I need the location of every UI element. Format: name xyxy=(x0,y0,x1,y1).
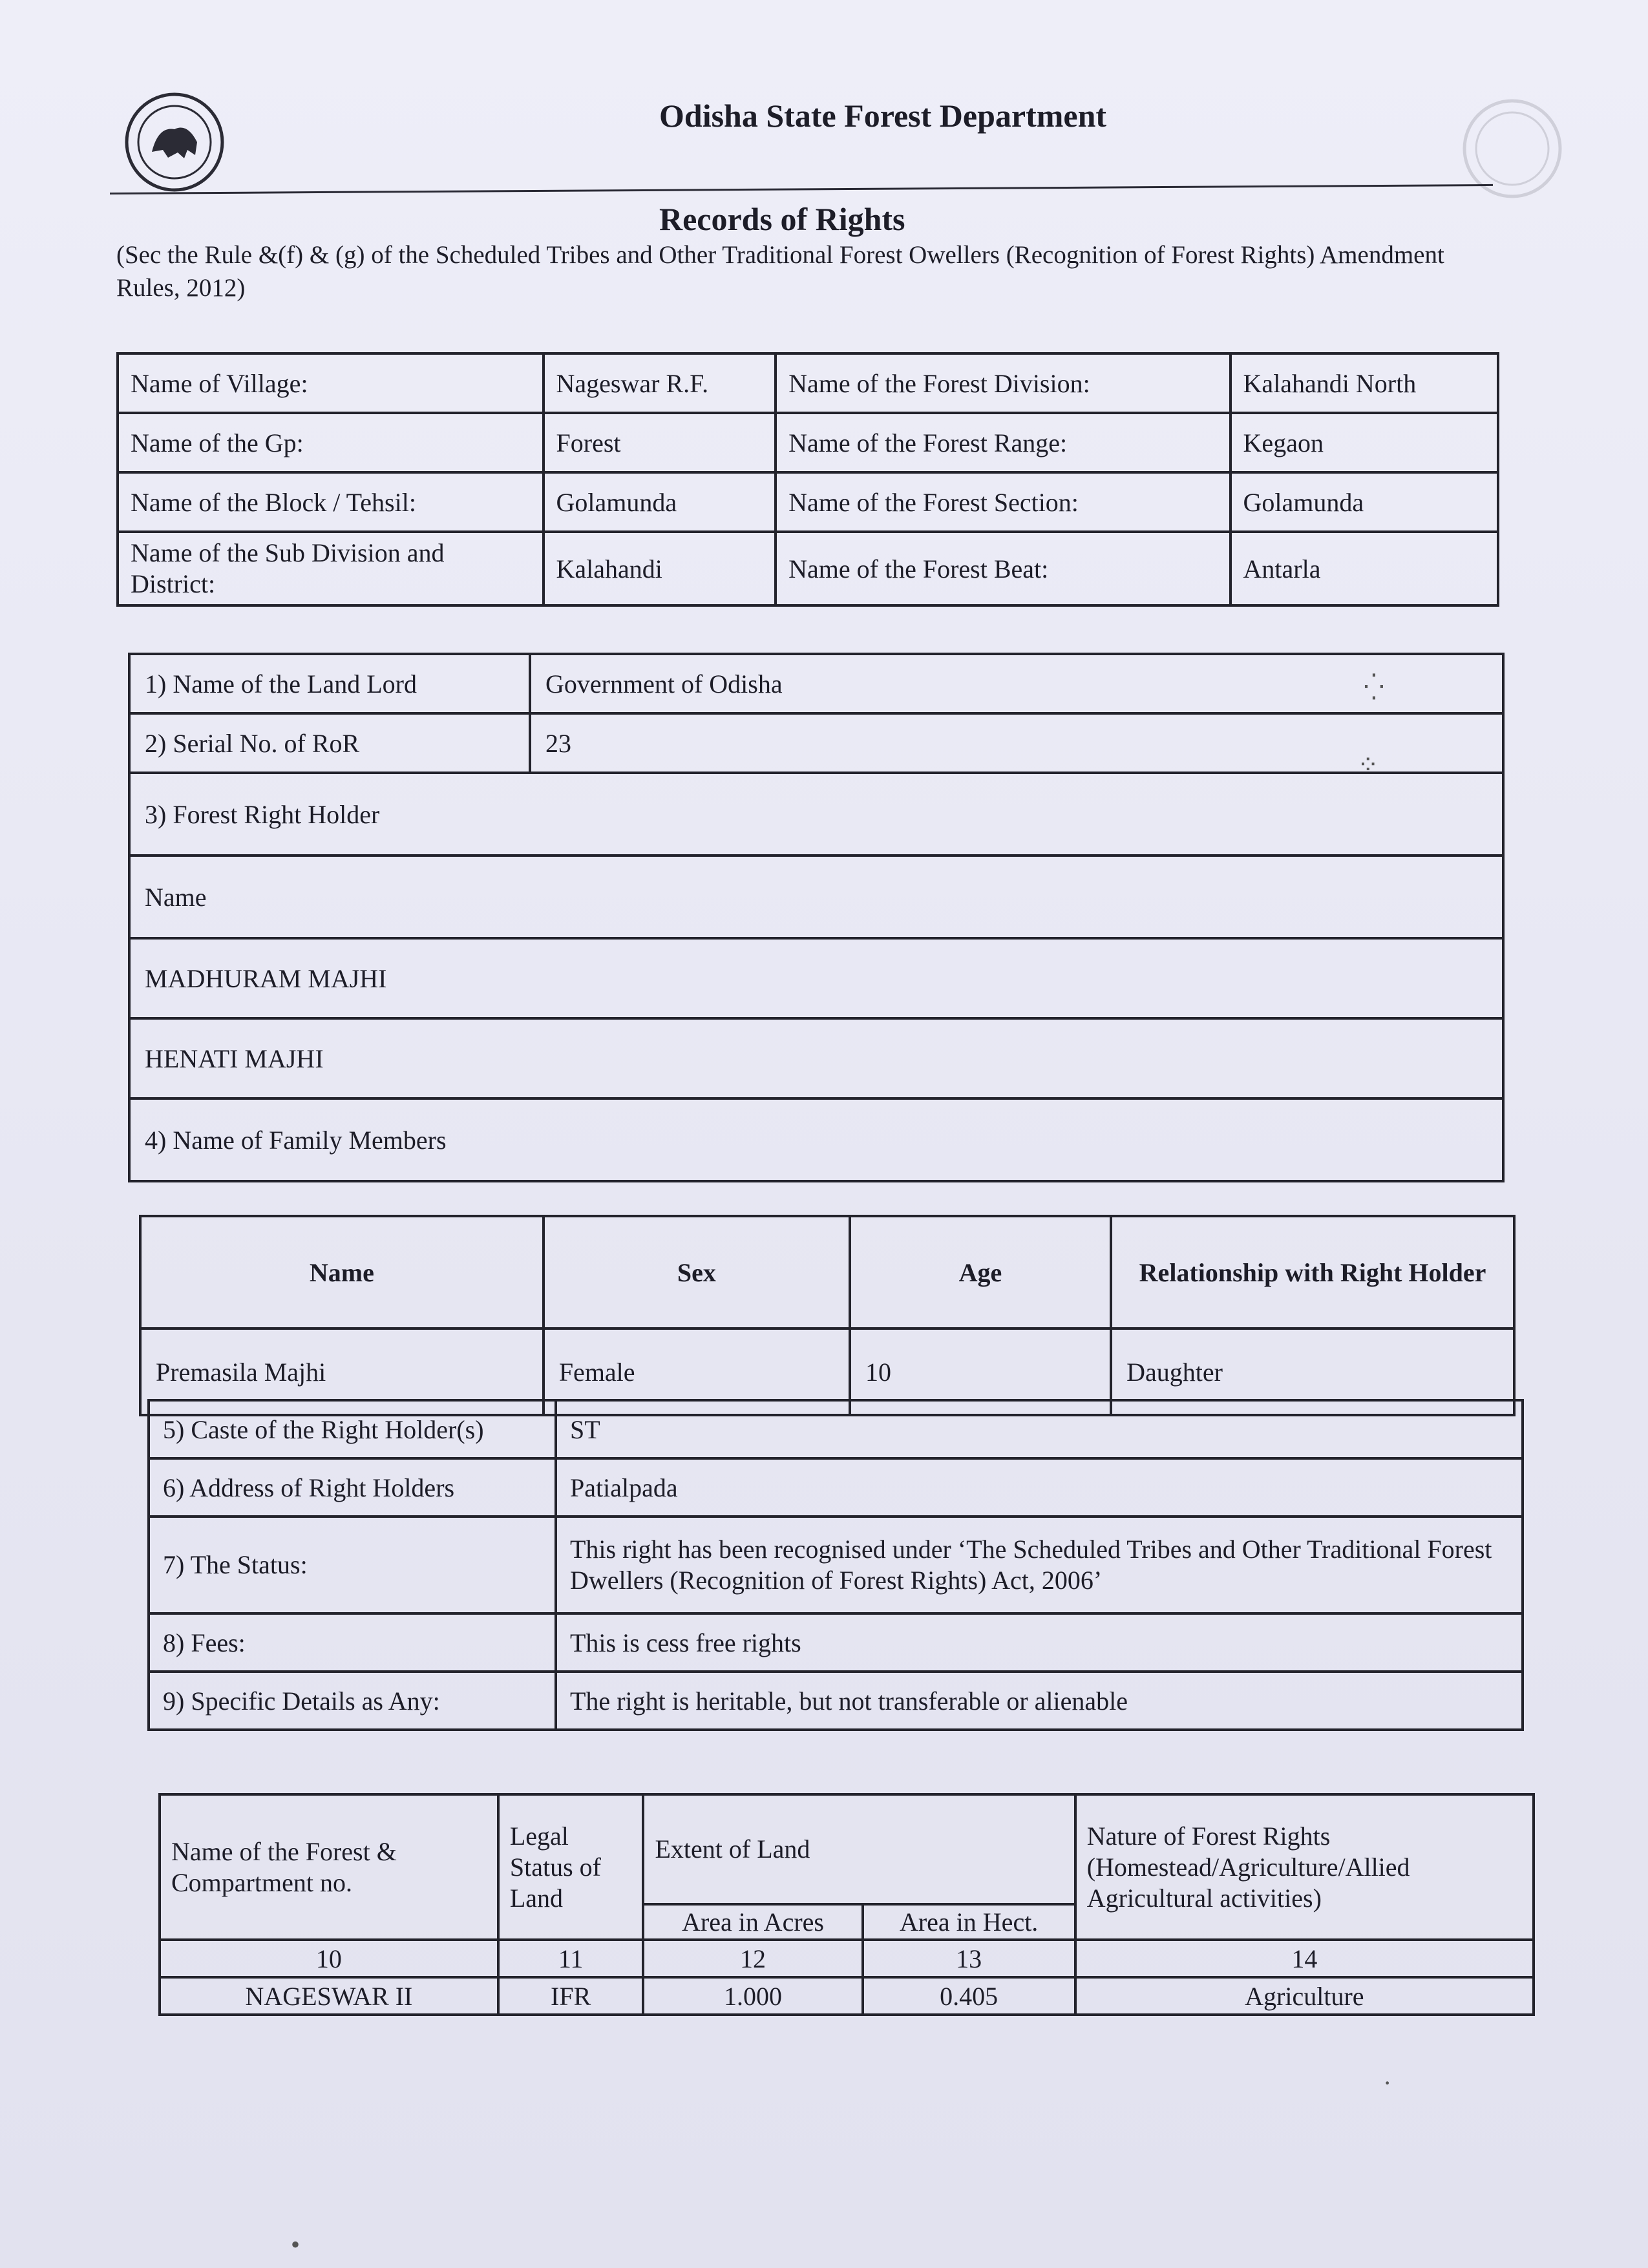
block-value: Golamunda xyxy=(544,472,776,532)
family-col-name: Name xyxy=(140,1216,544,1328)
family-col-age: Age xyxy=(850,1216,1111,1328)
serial-label: 2) Serial No. of RoR xyxy=(129,713,530,773)
gp-label: Name of the Gp: xyxy=(118,413,544,472)
land-col-forest: Name of the Forest & Compartment no. xyxy=(160,1794,498,1940)
col-number-13: 13 xyxy=(863,1940,1075,1977)
location-table xyxy=(116,352,1499,607)
section-label: Name of the Forest Section: xyxy=(776,472,1230,532)
scan-speck: • xyxy=(291,2230,301,2259)
col-number-14: 14 xyxy=(1075,1940,1534,1977)
scan-speck: ⁘ xyxy=(1357,750,1379,779)
caste-label: 5) Caste of the Right Holder(s) xyxy=(149,1400,556,1458)
land-col-hect: Area in Hect. xyxy=(863,1904,1075,1940)
col-number-11: 11 xyxy=(498,1940,644,1977)
col-number-12: 12 xyxy=(643,1940,862,1977)
holder-name-heading: Name xyxy=(129,856,1503,938)
land-nature: Agriculture xyxy=(1075,1977,1534,2015)
details-table xyxy=(147,1399,1524,1731)
holder-name-2: HENATI MAJHI xyxy=(129,1018,1503,1098)
department-heading: Odisha State Forest Department xyxy=(659,98,1107,134)
division-label: Name of the Forest Division: xyxy=(776,353,1230,413)
col-number-10: 10 xyxy=(160,1940,498,1977)
header-rule xyxy=(110,184,1493,194)
section-value: Golamunda xyxy=(1231,472,1498,532)
block-label: Name of the Block / Tehsil: xyxy=(118,472,544,532)
landlord-label: 1) Name of the Land Lord xyxy=(129,654,530,713)
land-table xyxy=(158,1793,1535,2016)
land-col-legal: Legal Status of Land xyxy=(498,1794,644,1940)
holder-name-1: MADHURAM MAJHI xyxy=(129,938,1503,1018)
fees-label: 8) Fees: xyxy=(149,1613,556,1672)
specific-details-label: 9) Specific Details as Any: xyxy=(149,1672,556,1730)
village-value: Nageswar R.F. xyxy=(544,353,776,413)
status-label: 7) The Status: xyxy=(149,1517,556,1613)
family-member-relationship: Daughter xyxy=(1111,1328,1514,1415)
land-area-acres: 1.000 xyxy=(643,1977,862,2015)
subdiv-label: Name of the Sub Division and District: xyxy=(118,532,544,605)
land-forest-name: NAGESWAR II xyxy=(160,1977,498,2015)
scan-speck: · xyxy=(1383,2068,1392,2097)
land-col-acres: Area in Acres xyxy=(643,1904,862,1940)
odisha-emblem-logo xyxy=(123,90,226,194)
division-value: Kalahandi North xyxy=(1231,353,1498,413)
address-value: Patialpada xyxy=(556,1458,1523,1517)
land-col-nature: Nature of Forest Rights (Homestead/Agriculture/Allied Agricultural activities) xyxy=(1075,1794,1534,1940)
scan-speck: ⁛ xyxy=(1364,673,1384,702)
holder-heading: 3) Forest Right Holder xyxy=(129,773,1503,856)
rule-note: (Sec the Rule &(f) & (g) of the Scheduled Tribes and Other Traditional Forest Owellers (Recognition of Forest Rights) Amendment Rules, 2012) xyxy=(116,241,1444,302)
family-col-sex: Sex xyxy=(544,1216,850,1328)
status-value: This right has been recognised under ‘The Scheduled Tribes and Other Traditional Forest Dwellers (Recognition of Forest Rights) Act, 2006’ xyxy=(556,1517,1523,1613)
family-heading: 4) Name of Family Members xyxy=(129,1098,1503,1181)
land-area-hect: 0.405 xyxy=(863,1977,1075,2015)
gp-value: Forest xyxy=(544,413,776,472)
land-col-extent: Extent of Land xyxy=(643,1794,1075,1904)
caste-value: ST xyxy=(556,1400,1523,1458)
range-label: Name of the Forest Range: xyxy=(776,413,1230,472)
land-legal-status: IFR xyxy=(498,1977,644,2015)
family-member-name: Premasila Majhi xyxy=(140,1328,544,1415)
address-label: 6) Address of Right Holders xyxy=(149,1458,556,1517)
specific-details-value: The right is heritable, but not transferable or alienable xyxy=(556,1672,1523,1730)
table-row xyxy=(160,1977,1534,2015)
range-value: Kegaon xyxy=(1231,413,1498,472)
subdiv-value: Kalahandi xyxy=(544,532,776,605)
beat-value: Antarla xyxy=(1231,532,1498,605)
village-label: Name of Village: xyxy=(118,353,544,413)
record-table xyxy=(128,653,1505,1182)
serial-value: 23 xyxy=(530,713,1503,773)
family-member-age: 10 xyxy=(850,1328,1111,1415)
page-title: Records of Rights xyxy=(659,201,905,237)
family-col-relationship: Relationship with Right Holder xyxy=(1111,1216,1514,1328)
family-table xyxy=(139,1215,1516,1416)
family-member-sex: Female xyxy=(544,1328,850,1415)
beat-label: Name of the Forest Beat: xyxy=(776,532,1230,605)
fees-value: This is cess free rights xyxy=(556,1613,1523,1672)
landlord-value: Government of Odisha xyxy=(530,654,1503,713)
